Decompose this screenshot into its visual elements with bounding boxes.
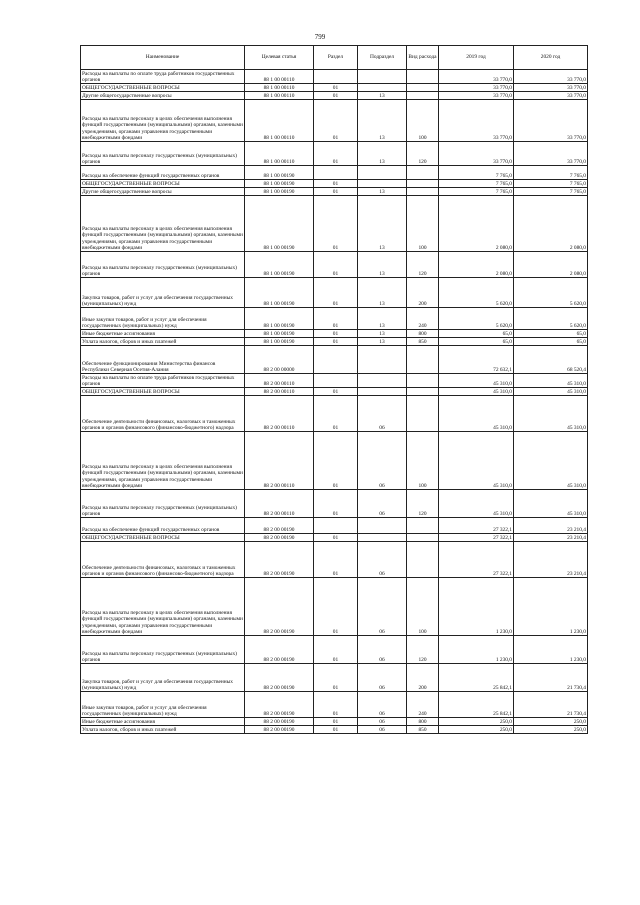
cell-name: Расходы на выплаты по оплате труда работников государственных органов — [81, 70, 245, 84]
cell-exp-type — [407, 188, 439, 196]
cell-2019: 2 080,0 — [439, 252, 514, 278]
cell-2019: 33 770,0 — [439, 92, 514, 100]
table-row — [81, 188, 588, 196]
cell-subsection: 06 — [358, 396, 407, 432]
cell-exp-type — [407, 180, 439, 188]
cell-section: 01 — [314, 664, 358, 692]
cell-section: 01 — [314, 432, 358, 490]
table-row — [81, 490, 588, 518]
cell-subsection — [358, 70, 407, 84]
cell-section: 01 — [314, 196, 358, 252]
cell-section — [314, 374, 358, 388]
cell-subsection: 06 — [358, 664, 407, 692]
header-year-2020: 2020 год — [514, 46, 588, 70]
cell-section: 01 — [314, 84, 358, 92]
table-row — [81, 166, 588, 180]
cell-subsection — [358, 374, 407, 388]
cell-subsection: 06 — [358, 432, 407, 490]
cell-name: Иные закупки товаров, работ и услуг для обеспечения государственных (муниципальных) нужд — [81, 308, 245, 330]
cell-code: 88 2 00 00110 — [245, 388, 314, 396]
cell-name: Расходы на выплаты персоналу государственных (муниципальных) органов — [81, 636, 245, 664]
cell-code: 88 2 00 00190 — [245, 578, 314, 636]
cell-code: 88 2 00 00190 — [245, 518, 314, 534]
cell-2019: 2 080,0 — [439, 196, 514, 252]
table-row — [81, 308, 588, 330]
cell-2019: 7 765,0 — [439, 188, 514, 196]
table-row — [81, 70, 588, 84]
table-row — [81, 84, 588, 92]
cell-name: ОБЩЕГОСУДАРСТВЕННЫЕ ВОПРОСЫ — [81, 534, 245, 542]
cell-2020: 33 770,0 — [514, 100, 588, 142]
cell-2019: 45 310,0 — [439, 374, 514, 388]
cell-subsection: 06 — [358, 542, 407, 578]
cell-subsection — [358, 180, 407, 188]
table-row — [81, 664, 588, 692]
cell-2020: 45 310,0 — [514, 490, 588, 518]
table-row — [81, 718, 588, 726]
cell-2020: 45 310,0 — [514, 432, 588, 490]
cell-section: 01 — [314, 388, 358, 396]
cell-code: 88 1 00 00190 — [245, 166, 314, 180]
cell-2019: 27 322,1 — [439, 534, 514, 542]
cell-exp-type — [407, 84, 439, 92]
cell-exp-type — [407, 534, 439, 542]
table-row — [81, 692, 588, 718]
cell-exp-type — [407, 166, 439, 180]
cell-section: 01 — [314, 718, 358, 726]
header-year-2019: 2019 год — [439, 46, 514, 70]
cell-exp-type: 240 — [407, 692, 439, 718]
cell-subsection: 13 — [358, 142, 407, 166]
cell-2020: 250,0 — [514, 718, 588, 726]
cell-section — [314, 70, 358, 84]
cell-subsection: 13 — [358, 278, 407, 308]
cell-subsection: 06 — [358, 726, 407, 734]
cell-name: Обеспечение деятельности финансовых, налоговых и таможенных органов и органов финансового (финансово-бюджетного) надзора — [81, 396, 245, 432]
cell-2019: 7 765,0 — [439, 166, 514, 180]
cell-name: ОБЩЕГОСУДАРСТВЕННЫЕ ВОПРОСЫ — [81, 180, 245, 188]
cell-code: 88 2 00 00110 — [245, 432, 314, 490]
cell-section: 01 — [314, 534, 358, 542]
cell-exp-type: 800 — [407, 330, 439, 338]
header-section: Раздел — [314, 46, 358, 70]
table-row — [81, 396, 588, 432]
cell-code: 88 2 00 00190 — [245, 718, 314, 726]
cell-2019: 5 620,0 — [439, 308, 514, 330]
cell-subsection: 13 — [358, 338, 407, 346]
cell-code: 88 1 00 00190 — [245, 338, 314, 346]
cell-exp-type: 100 — [407, 100, 439, 142]
cell-section: 01 — [314, 188, 358, 196]
cell-2020: 1 230,0 — [514, 578, 588, 636]
cell-subsection — [358, 84, 407, 92]
cell-exp-type: 850 — [407, 338, 439, 346]
cell-code: 88 2 00 00110 — [245, 490, 314, 518]
cell-2019: 45 310,0 — [439, 396, 514, 432]
table-row — [81, 142, 588, 166]
table-row — [81, 92, 588, 100]
cell-subsection: 13 — [358, 252, 407, 278]
cell-section: 01 — [314, 92, 358, 100]
cell-code: 88 2 00 00190 — [245, 542, 314, 578]
table-row — [81, 578, 588, 636]
cell-code: 88 2 00 00190 — [245, 664, 314, 692]
cell-subsection: 13 — [358, 330, 407, 338]
cell-2020: 7 765,0 — [514, 188, 588, 196]
cell-name: Иные закупки товаров, работ и услуг для обеспечения государственных (муниципальных) нужд — [81, 692, 245, 718]
cell-code: 88 1 00 00110 — [245, 142, 314, 166]
cell-name: Закупка товаров, работ и услуг для обеспечения государственных (муниципальных) нужд — [81, 278, 245, 308]
table-row — [81, 534, 588, 542]
cell-2019: 65,0 — [439, 338, 514, 346]
cell-exp-type: 800 — [407, 718, 439, 726]
cell-exp-type — [407, 346, 439, 374]
cell-section: 01 — [314, 542, 358, 578]
cell-code: 88 1 00 00110 — [245, 70, 314, 84]
cell-name: Расходы на выплаты персоналу в целях обеспечения выполнения функций государственными (муниципальными) органами, казенными учреждениями, органами управления государственными внебюджетными фондами — [81, 196, 245, 252]
cell-code: 88 1 00 00190 — [245, 278, 314, 308]
cell-2020: 65,0 — [514, 330, 588, 338]
cell-section: 01 — [314, 726, 358, 734]
cell-section: 01 — [314, 142, 358, 166]
cell-2019: 33 770,0 — [439, 100, 514, 142]
cell-code: 88 1 00 00190 — [245, 252, 314, 278]
cell-name: Обеспечение деятельности финансовых, налоговых и таможенных органов и органов финансового (финансово-бюджетного) надзора — [81, 542, 245, 578]
cell-subsection — [358, 346, 407, 374]
cell-name: Обеспечение функционирования Министерства финансов Республики Северная Осетия-Алания — [81, 346, 245, 374]
table-row — [81, 388, 588, 396]
cell-subsection: 06 — [358, 636, 407, 664]
cell-2019: 7 765,0 — [439, 180, 514, 188]
cell-section: 01 — [314, 100, 358, 142]
cell-code: 88 1 00 00190 — [245, 180, 314, 188]
cell-2020: 2 080,0 — [514, 196, 588, 252]
cell-2020: 7 765,0 — [514, 180, 588, 188]
cell-section: 01 — [314, 308, 358, 330]
cell-exp-type — [407, 374, 439, 388]
cell-2019: 33 770,0 — [439, 70, 514, 84]
table-row — [81, 518, 588, 534]
cell-exp-type — [407, 388, 439, 396]
cell-2020: 5 620,0 — [514, 278, 588, 308]
cell-exp-type: 120 — [407, 490, 439, 518]
cell-2020: 5 620,0 — [514, 308, 588, 330]
table-row — [81, 374, 588, 388]
budget-table — [80, 45, 588, 734]
cell-2019: 45 310,0 — [439, 490, 514, 518]
cell-name: Уплата налогов, сборов и иных платежей — [81, 338, 245, 346]
cell-exp-type: 100 — [407, 196, 439, 252]
cell-section: 01 — [314, 278, 358, 308]
table-row — [81, 542, 588, 578]
cell-section: 01 — [314, 396, 358, 432]
cell-exp-type — [407, 518, 439, 534]
header-name: Наименование — [81, 46, 245, 70]
cell-exp-type — [407, 396, 439, 432]
table-body — [81, 70, 588, 734]
cell-2019: 45 310,0 — [439, 388, 514, 396]
cell-subsection — [358, 518, 407, 534]
cell-name: Расходы на выплаты персоналу государственных (муниципальных) органов — [81, 252, 245, 278]
cell-2019: 1 230,0 — [439, 636, 514, 664]
cell-name: Иные бюджетные ассигнования — [81, 718, 245, 726]
cell-subsection — [358, 388, 407, 396]
cell-2019: 5 620,0 — [439, 278, 514, 308]
cell-section: 01 — [314, 338, 358, 346]
cell-2020: 45 310,0 — [514, 388, 588, 396]
cell-exp-type — [407, 542, 439, 578]
cell-exp-type: 120 — [407, 636, 439, 664]
cell-section: 01 — [314, 252, 358, 278]
cell-2020: 23 210,4 — [514, 518, 588, 534]
cell-exp-type: 100 — [407, 432, 439, 490]
cell-name: Закупка товаров, работ и услуг для обеспечения государственных (муниципальных) нужд — [81, 664, 245, 692]
cell-code: 88 1 00 00110 — [245, 100, 314, 142]
cell-code: 88 1 00 00190 — [245, 330, 314, 338]
cell-name: Другие общегосударственные вопросы — [81, 92, 245, 100]
cell-subsection: 06 — [358, 578, 407, 636]
cell-2020: 250,0 — [514, 726, 588, 734]
cell-2019: 250,0 — [439, 726, 514, 734]
cell-2020: 1 230,0 — [514, 636, 588, 664]
cell-2019: 45 310,0 — [439, 432, 514, 490]
cell-name: Расходы на выплаты по оплате труда работников государственных органов — [81, 374, 245, 388]
cell-name: Иные бюджетные ассигнования — [81, 330, 245, 338]
cell-code: 88 1 00 00190 — [245, 308, 314, 330]
cell-section: 01 — [314, 578, 358, 636]
cell-2019: 1 230,0 — [439, 578, 514, 636]
cell-2019: 72 632,1 — [439, 346, 514, 374]
cell-exp-type — [407, 92, 439, 100]
cell-code: 88 2 00 00000 — [245, 346, 314, 374]
cell-2020: 23 210,4 — [514, 542, 588, 578]
cell-2020: 21 730,4 — [514, 692, 588, 718]
cell-code: 88 1 00 00110 — [245, 84, 314, 92]
page-number: 799 — [314, 33, 326, 41]
header-subsection: Подраздел — [358, 46, 407, 70]
cell-section: 01 — [314, 180, 358, 188]
cell-name: Расходы на выплаты персоналу в целях обеспечения выполнения функций государственными (муниципальными) органами, казенными учреждениями, органами управления государственными внебюджетными фондами — [81, 578, 245, 636]
cell-name: Уплата налогов, сборов и иных платежей — [81, 726, 245, 734]
cell-code: 88 1 00 00190 — [245, 188, 314, 196]
table-row — [81, 346, 588, 374]
header-exp-type: Вид расхода — [407, 46, 439, 70]
cell-subsection: 13 — [358, 92, 407, 100]
cell-2019: 25 842,1 — [439, 664, 514, 692]
cell-name: Другие общегосударственные вопросы — [81, 188, 245, 196]
cell-exp-type: 200 — [407, 278, 439, 308]
cell-section — [314, 346, 358, 374]
header-code: Целевая статья — [245, 46, 314, 70]
table-row — [81, 278, 588, 308]
cell-2019: 27 322,1 — [439, 542, 514, 578]
cell-subsection — [358, 534, 407, 542]
cell-section: 01 — [314, 636, 358, 664]
cell-code: 88 2 00 00110 — [245, 396, 314, 432]
cell-subsection: 06 — [358, 718, 407, 726]
cell-code: 88 1 00 00190 — [245, 196, 314, 252]
cell-2020: 2 080,0 — [514, 252, 588, 278]
cell-2020: 23 210,4 — [514, 534, 588, 542]
cell-subsection: 13 — [358, 308, 407, 330]
cell-section: 01 — [314, 490, 358, 518]
cell-code: 88 2 00 00190 — [245, 726, 314, 734]
cell-subsection — [358, 166, 407, 180]
cell-section: 01 — [314, 692, 358, 718]
cell-code: 88 2 00 00190 — [245, 692, 314, 718]
cell-subsection: 13 — [358, 196, 407, 252]
cell-subsection: 06 — [358, 692, 407, 718]
cell-name: Расходы на выплаты персоналу государственных (муниципальных) органов — [81, 142, 245, 166]
cell-exp-type: 100 — [407, 578, 439, 636]
table-row — [81, 726, 588, 734]
table-row — [81, 180, 588, 188]
table-row — [81, 196, 588, 252]
cell-name: Расходы на выплаты персоналу в целях обеспечения выполнения функций государственными (муниципальными) органами, казенными учреждениями, органами управления государственными внебюджетными фондами — [81, 432, 245, 490]
cell-code: 88 2 00 00190 — [245, 534, 314, 542]
cell-2020: 33 770,0 — [514, 142, 588, 166]
cell-section — [314, 518, 358, 534]
cell-code: 88 1 00 00110 — [245, 92, 314, 100]
cell-2020: 65,0 — [514, 338, 588, 346]
cell-2020: 45 310,0 — [514, 374, 588, 388]
cell-2019: 65,0 — [439, 330, 514, 338]
cell-2020: 45 310,0 — [514, 396, 588, 432]
cell-2019: 250,0 — [439, 718, 514, 726]
cell-2020: 33 770,0 — [514, 70, 588, 84]
cell-exp-type: 120 — [407, 252, 439, 278]
cell-2019: 25 842,1 — [439, 692, 514, 718]
cell-2020: 33 770,0 — [514, 84, 588, 92]
cell-section — [314, 166, 358, 180]
cell-name: Расходы на выплаты персоналу в целях обеспечения выполнения функций государственными (муниципальными) органами, казенными учреждениями, органами управления государственными внебюджетными фондами — [81, 100, 245, 142]
cell-2019: 27 322,1 — [439, 518, 514, 534]
cell-2020: 7 765,0 — [514, 166, 588, 180]
table-row — [81, 432, 588, 490]
cell-exp-type: 120 — [407, 142, 439, 166]
cell-subsection: 13 — [358, 100, 407, 142]
cell-code: 88 2 00 00190 — [245, 636, 314, 664]
cell-name: Расходы на выплаты персоналу государственных (муниципальных) органов — [81, 490, 245, 518]
table-row — [81, 330, 588, 338]
table-row — [81, 100, 588, 142]
cell-name: Расходы на обеспечение функций государственных органов — [81, 166, 245, 180]
cell-name: ОБЩЕГОСУДАРСТВЕННЫЕ ВОПРОСЫ — [81, 84, 245, 92]
cell-subsection: 06 — [358, 490, 407, 518]
table-row — [81, 338, 588, 346]
cell-name: ОБЩЕГОСУДАРСТВЕННЫЕ ВОПРОСЫ — [81, 388, 245, 396]
cell-2019: 33 770,0 — [439, 84, 514, 92]
cell-exp-type: 240 — [407, 308, 439, 330]
cell-exp-type — [407, 70, 439, 84]
cell-exp-type: 850 — [407, 726, 439, 734]
cell-2020: 21 730,4 — [514, 664, 588, 692]
cell-name: Расходы на обеспечение функций государственных органов — [81, 518, 245, 534]
cell-exp-type: 200 — [407, 664, 439, 692]
table-header-row — [81, 46, 588, 70]
cell-2020: 68 520,4 — [514, 346, 588, 374]
cell-2019: 33 770,0 — [439, 142, 514, 166]
table-row — [81, 636, 588, 664]
cell-subsection: 13 — [358, 188, 407, 196]
cell-code: 88 2 00 00110 — [245, 374, 314, 388]
table-row — [81, 252, 588, 278]
cell-section: 01 — [314, 330, 358, 338]
cell-2020: 33 770,0 — [514, 92, 588, 100]
